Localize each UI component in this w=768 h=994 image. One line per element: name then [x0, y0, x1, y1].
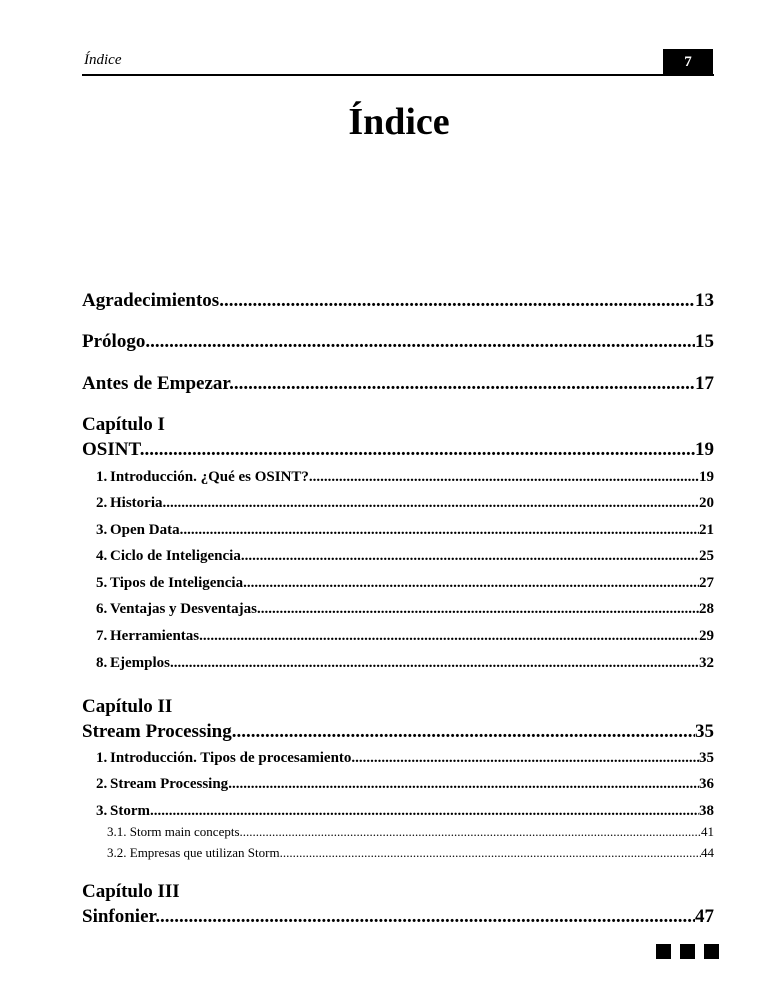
subsection-title: 3.1. Storm main concepts [107, 824, 240, 839]
section-page: 27 [699, 575, 714, 591]
toc-entry-page: 15 [695, 331, 714, 352]
toc-section[interactable] [82, 601, 714, 618]
toc-entry-title: Stream Processing [82, 721, 232, 742]
toc-entry-page: 35 [695, 721, 714, 742]
page-title: Índice [348, 101, 450, 143]
section-title: Storm [110, 803, 150, 819]
header-rule [82, 74, 714, 76]
toc-entry-title: Sinfonier [82, 906, 156, 927]
toc-section[interactable] [82, 469, 714, 486]
section-page: 28 [699, 601, 714, 617]
section-title: Tipos de Inteligencia [110, 575, 244, 591]
chapter-label-2: Capítulo II [82, 696, 173, 717]
section-title: Stream Processing [110, 776, 229, 792]
toc-entry-title: Prólogo [82, 331, 146, 352]
toc-section[interactable] [82, 655, 714, 672]
toc-entry-prologo[interactable] [82, 331, 714, 353]
section-number: 2. [96, 495, 108, 511]
section-title: Introducción. Tipos de procesamiento [110, 750, 352, 766]
section-number: 3. [96, 803, 108, 819]
toc-section[interactable] [82, 628, 714, 645]
toc-entry-chapter-1[interactable] [82, 439, 714, 461]
section-number: 3. [96, 522, 108, 538]
section-page: 36 [699, 776, 714, 792]
toc-entry-page: 17 [695, 373, 714, 394]
chapter-label-1: Capítulo I [82, 414, 165, 435]
toc-section[interactable] [82, 575, 714, 592]
chapter-label-3: Capítulo III [82, 881, 180, 902]
section-title: Introducción. ¿Qué es OSINT? [110, 469, 309, 485]
toc-entry-page: 19 [695, 439, 714, 460]
section-number: 7. [96, 628, 108, 644]
section-title: Historia [110, 495, 163, 511]
footer-square [656, 944, 671, 959]
toc-entry-title: Agradecimientos [82, 290, 220, 311]
toc-section[interactable] [82, 776, 714, 793]
toc-entry-page: 13 [695, 290, 714, 311]
footer-square [704, 944, 719, 959]
section-page: 32 [699, 655, 714, 671]
subsection-page: 41 [701, 824, 714, 839]
subsection-title: 3.2. Empresas que utilizan Storm [107, 845, 280, 860]
toc-subsection[interactable] [82, 845, 714, 861]
section-title: Ciclo de Inteligencia [110, 548, 241, 564]
section-title: Open Data [110, 522, 180, 538]
section-page: 29 [699, 628, 714, 644]
toc-section[interactable] [82, 495, 714, 512]
section-number: 1. [96, 469, 108, 485]
section-page: 38 [699, 803, 714, 819]
toc-section[interactable] [82, 803, 714, 820]
section-number: 4. [96, 548, 108, 564]
section-number: 8. [96, 655, 108, 671]
toc-entry-page: 47 [695, 906, 714, 927]
section-page: 25 [699, 548, 714, 564]
toc-entry-agradecimientos[interactable] [82, 290, 714, 312]
toc-section[interactable] [82, 522, 714, 539]
section-number: 5. [96, 575, 108, 591]
section-page: 20 [699, 495, 714, 511]
section-number: 1. [96, 750, 108, 766]
section-title: Herramientas [110, 628, 200, 644]
section-title: Ventajas y Desventajas [110, 601, 257, 617]
section-title: Ejemplos [110, 655, 170, 671]
toc-entry-chapter-2[interactable] [82, 721, 714, 743]
header-section-label: Índice [84, 52, 122, 68]
footer-square [680, 944, 695, 959]
section-page: 21 [699, 522, 714, 538]
toc-section[interactable] [82, 548, 714, 565]
section-number: 6. [96, 601, 108, 617]
toc-entry-antes[interactable] [82, 373, 714, 395]
page-number-badge: 7 [663, 49, 713, 75]
toc-entry-title: OSINT [82, 439, 140, 460]
subsection-page: 44 [701, 845, 714, 860]
footer-squares [656, 944, 719, 959]
section-number: 2. [96, 776, 108, 792]
toc-section[interactable] [82, 750, 714, 767]
toc-subsection[interactable] [82, 824, 714, 840]
toc-entry-chapter-3[interactable] [82, 906, 714, 928]
toc-entry-title: Antes de Empezar [82, 373, 230, 394]
section-page: 35 [699, 750, 714, 766]
section-page: 19 [699, 469, 714, 485]
